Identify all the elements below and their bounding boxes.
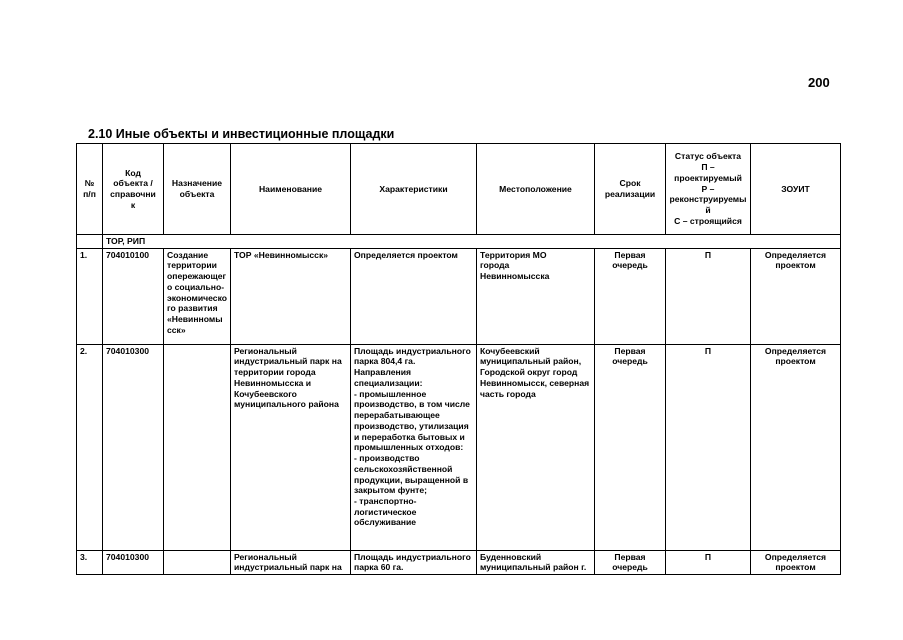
cell-characteristics: Определяется проектом <box>351 248 477 344</box>
objects-table <box>76 143 841 575</box>
cell-status: П <box>666 550 751 574</box>
cell-num: 1. <box>77 248 103 344</box>
cell-name: Региональный индустриальный парк на <box>231 550 351 574</box>
cell-purpose <box>164 344 231 550</box>
cell-location: Территория МО города Невинномысска <box>477 248 595 344</box>
cell-status: П <box>666 248 751 344</box>
cell-purpose <box>164 550 231 574</box>
table-row <box>77 248 841 344</box>
cell-num: 2. <box>77 344 103 550</box>
table-row <box>77 344 841 550</box>
group-label: ТОР, РИП <box>103 235 841 249</box>
page-number: 200 <box>808 75 830 90</box>
table-header-row <box>77 144 841 235</box>
cell-name: ТОР «Невинномысск» <box>231 248 351 344</box>
cell-term: Первая очередь <box>595 344 666 550</box>
cell-code: 704010300 <box>103 344 164 550</box>
cell-characteristics: Площадь индустриального парка 60 га. <box>351 550 477 574</box>
header-num: № п/п <box>77 144 103 235</box>
cell-name: Региональный индустриальный парк на территории города Невинномысска и Кочубеевского муниципального района <box>231 344 351 550</box>
cell-term: Первая очередь <box>595 550 666 574</box>
cell-code: 704010300 <box>103 550 164 574</box>
cell-status: П <box>666 344 751 550</box>
cell-term: Первая очередь <box>595 248 666 344</box>
cell-zouit: Определяется проектом <box>751 550 841 574</box>
cell-location: Кочубеевский муниципальный район, Городской округ город Невинномысск, северная часть города <box>477 344 595 550</box>
cell-num: 3. <box>77 550 103 574</box>
cell-location: Буденновский муниципальный район г. <box>477 550 595 574</box>
cell-characteristics: Площадь индустриального парка 804,4 га. Направления специализации: - промышленное производство, в том числе перерабатывающее производство, утилизация и переработка бытовых и промышленных отходов: - производство сельскохозяйственной продукции, выращенной в закрытом фунте; - транспортно- логистическое обслуживание <box>351 344 477 550</box>
header-status: Статус объекта П – проектируемый Р – реконструируемы й С – строящийся <box>666 144 751 235</box>
header-location: Местоположение <box>477 144 595 235</box>
header-term: Срок реализации <box>595 144 666 235</box>
section-title: 2.10 Иные объекты и инвестиционные площадки <box>88 127 395 141</box>
cell-zouit: Определяется проектом <box>751 248 841 344</box>
header-name: Наименование <box>231 144 351 235</box>
header-purpose: Назначение объекта <box>164 144 231 235</box>
header-code: Код объекта / справочни к <box>103 144 164 235</box>
table-group-row <box>77 235 841 249</box>
header-characteristics: Характеристики <box>351 144 477 235</box>
cell-purpose: Создание территории опережающег о социально- экономическо го развития «Невинномы сск» <box>164 248 231 344</box>
cell-zouit: Определяется проектом <box>751 344 841 550</box>
table-row <box>77 550 841 574</box>
header-zouit: ЗОУИТ <box>751 144 841 235</box>
cell-code: 704010100 <box>103 248 164 344</box>
